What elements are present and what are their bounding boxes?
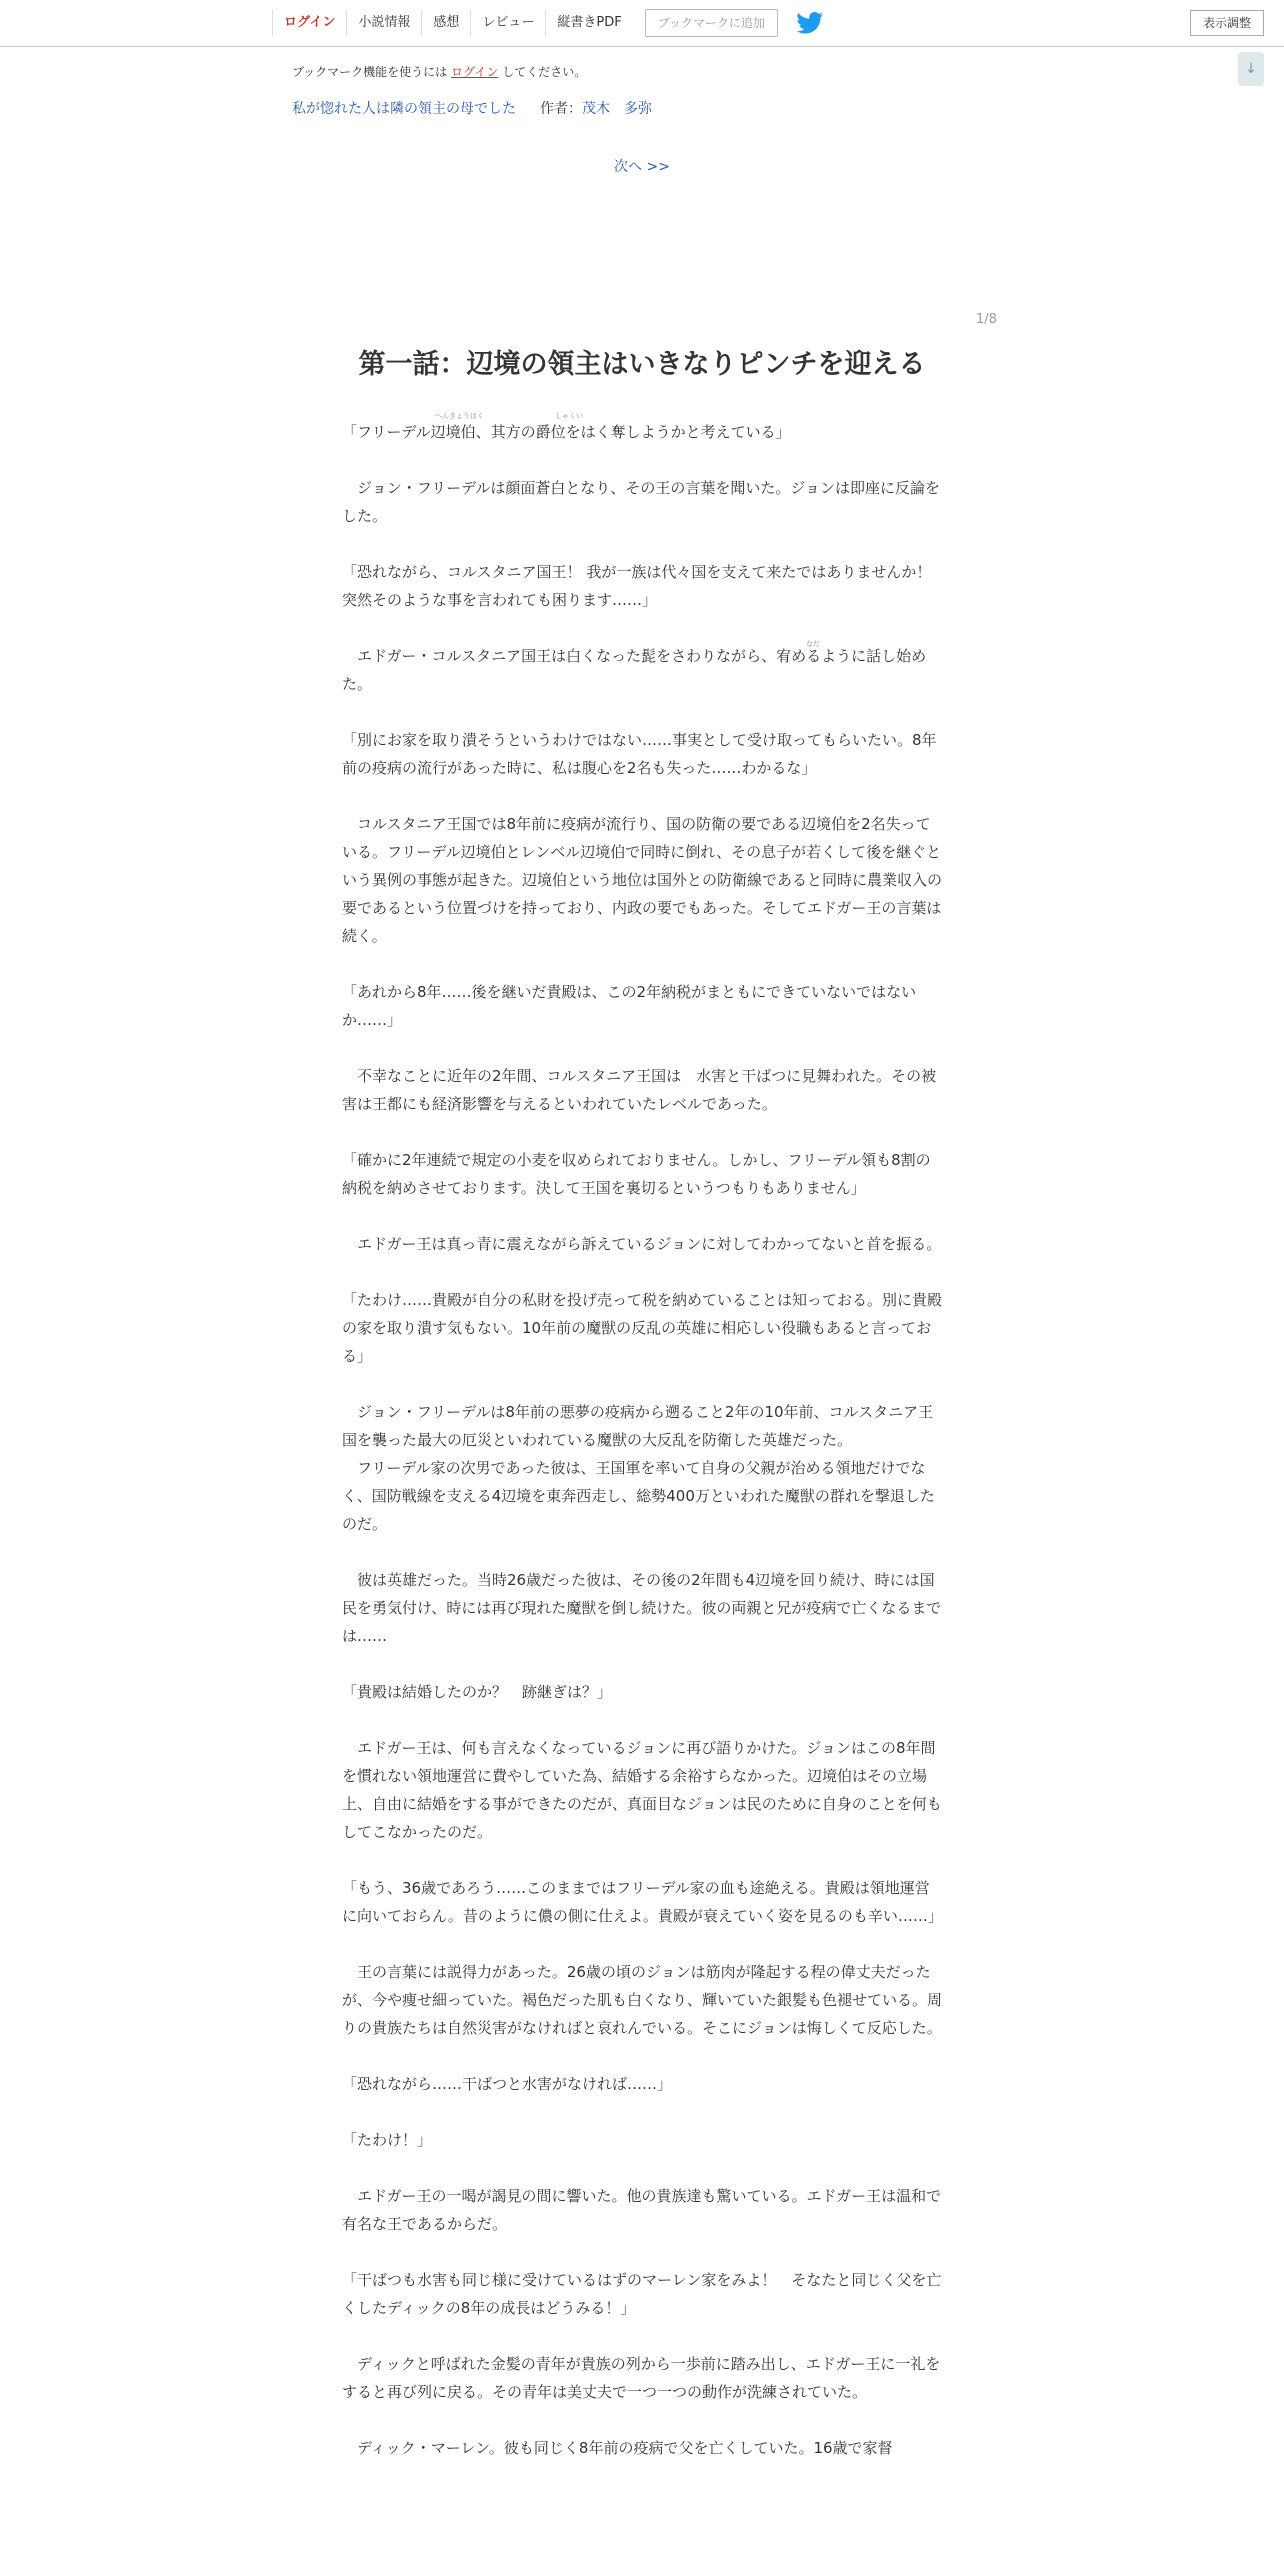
next-page-nav xyxy=(0,156,1284,176)
body-paragraph: 「確かに2年連続で規定の小麦を収められておりません。しかし、フリーデル領も8割の納税を納めさせております。決して王国を裏切るというつもりもありません」 xyxy=(342,1151,931,1197)
chapter-title: 第一話：辺境の領主はいきなりピンチを迎える xyxy=(358,349,926,380)
body-paragraph: 王の言葉には説得力があった。26歳の頃のジョンは筋肉が隆起する程の偉丈夫だったが、今や痩せ細っていた。褐色だった肌も白くなり、輝いていた銀髪も色褪せている。周りの貴族たちは自然災害がなければと哀れんでいる。そこにジョンは悔しくて反応した。 xyxy=(342,1963,943,2037)
twitter-icon[interactable] xyxy=(796,12,824,34)
display-settings-button[interactable]: 表示調整 xyxy=(1190,10,1264,36)
body-paragraph: ジョン・フリーデルは8年前の悪夢の疫病から遡ること2年の10年前、コルスタニア王国を襲った最大の厄災といわれている魔獣の大反乱を防衛した英雄だった。 フリーデル家の次男であった彼は、王国軍を率いて自身の父親が治める領地だけでなく、国防戦線を支える4辺境を東奔西走し、総勢400万といわれた魔獣の群れを撃退したのだ。 xyxy=(342,1403,935,1533)
nav-impressions[interactable]: 感想 xyxy=(421,10,470,36)
page-number: 1/8 xyxy=(976,312,997,327)
body-paragraph: エドガー・コルスタニア国王は白くなった髭をさわりながら、宥めるように話し始めた。 xyxy=(342,647,927,693)
body-paragraph: コルスタニア王国では8年前に疫病が流行り、国の防衛の要である辺境伯を2名失っている。フリーデル辺境伯とレンベル辺境伯で同時に倒れ、その息子が若くして後を継ぐという異例の事態が起きた。辺境伯という地位は国外との防衛線であると同時に農業収入の要であるという位置づけを持っており、内政の要でもあった。そしてエドガー王の言葉は続く。 xyxy=(342,815,943,945)
body-paragraph: 「貴殿は結婚したのか？ 跡継ぎは？」 xyxy=(342,1683,613,1701)
body-paragraph: ジョン・フリーデルは顔面蒼白となり、その王の言葉を聞いた。ジョンは即座に反論をした。 xyxy=(342,479,941,525)
novel-body-text xyxy=(342,418,947,2490)
add-bookmark-button[interactable]: ブックマークに追加 xyxy=(645,9,778,37)
body-paragraph: 「もう、36歳であろう……このままではフリーデル家の血も途絶える。貴殿は領地運営に向いておらん。昔のように儂の側に仕えよ。貴殿が衰えていく姿を見るのも辛い……」 xyxy=(342,1879,943,1925)
body-paragraph: 「恐れながら……干ばつと水害がなければ……」 xyxy=(342,2075,673,2093)
body-paragraph: 「あれから8年……後を継いだ貴殿は、この2年納税がまともにできていないではないか……」 xyxy=(342,983,917,1029)
body-paragraph: ディックと呼ばれた金髪の青年が貴族の列から一歩前に踏み出し、エドガー王に一礼をすると再び列に戻る。その青年は美丈夫で一つ一つの動作が洗練されていた。 xyxy=(342,2355,941,2401)
body-paragraph: 「たわけ……貴殿が自分の私財を投げ売って税を納めていることは知っておる。別に貴殿の家を取り潰す気もない。10年前の魔獣の反乱の英雄に相応しい役職もあると言っておる」 xyxy=(342,1291,943,1365)
body-paragraph: 「干ばつも水害も同じ様に受けているはずのマーレン家をみよ！ そなたと同じく父を亡くしたディックの8年の成長はどうみる！」 xyxy=(342,2271,942,2317)
author-line xyxy=(540,98,652,118)
body-paragraph: エドガー王は真っ青に震えながら訴えているジョンに対してわかってないと首を振る。 xyxy=(342,1235,942,1253)
body-paragraph: 「たわけ！」 xyxy=(342,2131,433,2149)
nav-menu xyxy=(272,0,824,46)
author-link[interactable]: 茂木 多弥 xyxy=(582,101,652,117)
bookmark-login-notice xyxy=(292,63,586,80)
notice-text-before: ブックマーク機能を使うには xyxy=(292,65,448,79)
nav-review[interactable]: レビュー xyxy=(470,10,545,36)
body-paragraph: 彼は英雄だった。当時26歳だった彼は、その後の2年間も4辺境を回り続け、時には国民を勇気付け、時には再び現れた魔獣を倒し続けた。彼の両親と兄が疫病で亡くなるまでは…… xyxy=(342,1571,942,1645)
ruby-annotation: しゃくい xyxy=(555,412,583,420)
ruby-annotation: へんきょうはく xyxy=(435,412,484,420)
nav-login[interactable]: ログイン xyxy=(272,10,346,36)
body-paragraph: 不幸なことに近年の2年間、コルスタニア王国は 水害と干ばつに見舞われた。その被害は王都にも経済影響を与えるといわれていたレベルであった。 xyxy=(342,1067,937,1113)
body-paragraph: エドガー王の一喝が謁見の間に響いた。他の貴族達も驚いている。エドガー王は温和で有名な王であるからだ。 xyxy=(342,2187,942,2233)
body-paragraph: エドガー王は、何も言えなくなっているジョンに再び語りかけた。ジョンはこの8年間を慣れない領地運営に費やしていた為、結婚する余裕すらなかった。辺境伯はその立場上、自由に結婚をする事ができたのだが、真面目なジョンは民のために自身のことを何もしてこなかったのだ。 xyxy=(342,1739,942,1841)
notice-text-after: してください。 xyxy=(502,65,587,79)
body-paragraph: 「フリーデル辺境伯、其方の爵位をはく奪しようかと考えている」 xyxy=(342,423,791,441)
scroll-down-arrow-icon[interactable]: ↓ xyxy=(1238,52,1264,86)
notice-login-link[interactable]: ログイン xyxy=(451,65,499,79)
body-paragraph: ディック・マーレン。彼も同じく8年前の疫病で父を亡くしていた。16歳で家督 xyxy=(342,2439,893,2457)
nav-novel-info[interactable]: 小説情報 xyxy=(346,10,421,36)
body-paragraph: 「別にお家を取り潰そうというわけではない……事実として受け取ってもらいたい。8年前の疫病の流行があった時に、私は腹心を2名も失った……わかるな」 xyxy=(342,731,937,777)
author-label: 作者： xyxy=(540,101,582,117)
next-page-link[interactable]: 次へ >> xyxy=(614,159,670,175)
body-paragraph: 「恐れながら、コルスタニア国王！ 我が一族は代々国を支えて来たではありませんか！ 突然そのような事を言われても困ります……」 xyxy=(342,563,947,609)
nav-vertical-pdf[interactable]: 縦書きPDF xyxy=(545,10,632,36)
work-title-link[interactable]: 私が惚れた人は隣の領主の母でした xyxy=(292,101,516,117)
ruby-annotation: なだ xyxy=(806,640,820,648)
top-navigation-bar xyxy=(0,0,1284,47)
